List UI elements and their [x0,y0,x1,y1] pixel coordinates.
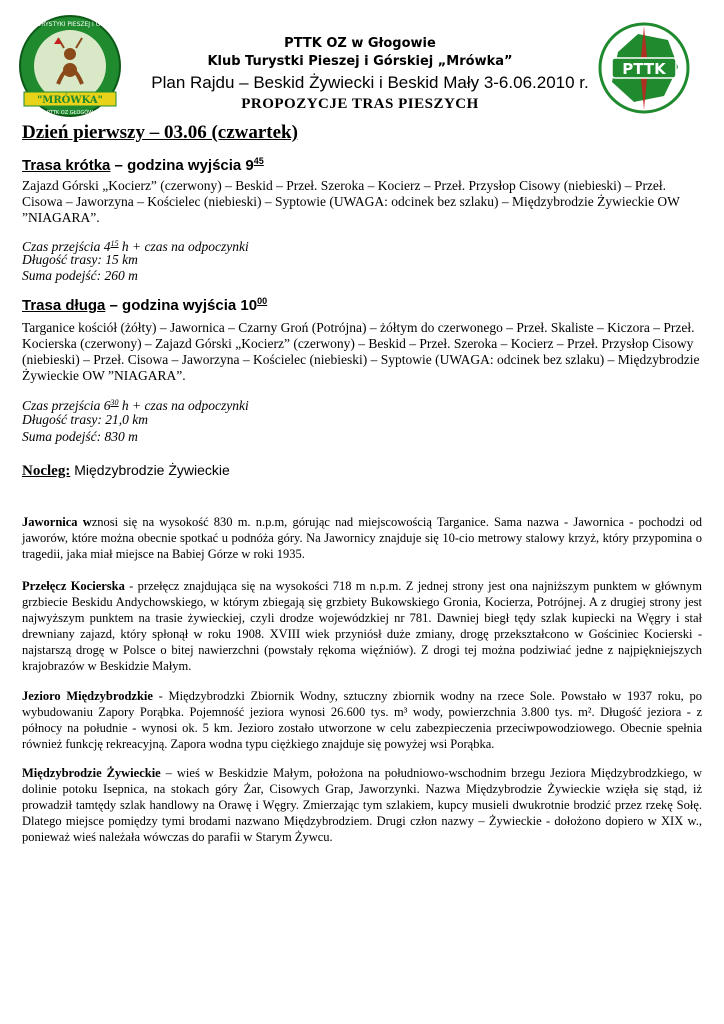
long-route-description: Targanice kościół (żółty) – Jawornica – Czarny Groń (Potrójna) – żółtym do czerwonego – Przeł. Skaliste – Kiczora – Przeł. Kocierska (czerwony) – Zajazd Górski „Kocierz” (czerwony) – Beskid – Przeł. Szeroka – Kocierz – Przeł. Przysłop Cisowy (niebieski) – Przeł. Cisowa – Jaworzyna – Kościelec (niebieski) – Syptowie (UWAGA: odcinek bez szlaku) – Międzybrodzie Żywieckie OW ”NIAGARA”. [22,320,700,383]
short-route-start: – godzina wyjścia 9 [110,157,254,174]
paragraph-jezioro [22,688,702,752]
paragraph-text: - Międzybrodzki Zbiornik Wodny, sztuczny zbiornik wodny na rzece Sole. Powstało w 1937 roku, po wybudowaniu Zapory Porąbka. Pojemność jeziora wynosi 26.600 tys. m³ wody, powierzchnia 3.800 tys. m². Długość jeziora - z północy na południe - wynosi ok. 5 km. Jezioro zostało utworzone w celu zabezpieczenia przeciwpowodziowego. Obecnie spełnia również funkcję rekreacyjną. Zapora wodna typu ciężkiego znajduje się powyżej wsi Porąbka. [22,689,702,751]
day-heading: Dzień pierwszy – 03.06 (czwartek) [22,122,298,143]
paragraph-text: – wieś w Beskidzie Małym, położona na południowo-wschodnim brzegu Jeziora Międzybrodzkiego, w dolinie potoku Isepnica, na stokach góry Żar, Cisowych Grap, Jaworzynki. Nazwa Międzybrodzie Żywieckie wzięła się stąd, iż prowadził tamtędy szlak handlowy na Orawę i Węgry. Zmierzając tym szlakiem, kupcy musieli dwukrotnie brodzić przez rzekę Sołę. Dlatego miejsce pomiędzy tymi brodami nazwano Międzybrodziem. Drugi człon nazwy – Żywieckie - dołożono dopiero w XIX w., ponieważ wieś należała wówczas do parafii w Starym Żywcu. [22,766,702,844]
paragraph-przelecz-kocierska [22,578,702,674]
pttk-logo [598,22,690,114]
pttk-logo-text: PTTK [622,60,666,78]
paragraph-text: znosi się na wysokość 830 m. n.p.m, górując nad miejscowością Targanice. Sama nazwa - Jawornica - pochodzi od jaworów, które można obecnie spotkać u podnóża góry. Na Jawornicy znajduje się 10-cio metrowy stalowy krzyż, który przypomina o tragedii, jaka miał miejsce na Babiej Górze w roki 1935. [22,515,702,561]
long-time-label: Czas przejścia 6 [22,398,111,413]
short-route-name: Trasa krótka [22,157,111,174]
paragraph-title: Międzybrodzie Żywieckie [22,766,161,780]
short-route-start-minutes: 45 [253,156,264,166]
paragraph-title: Przełęcz Kocierska [22,579,125,593]
page-title: Plan Rajdu – Beskid Żywiecki i Beskid Mały 3-6.06.2010 r. [151,73,589,92]
short-route-heading [22,156,264,174]
long-route-ascent: Suma podejść: 830 m [22,429,138,444]
header-line-2: Klub Turystki Pieszej i Górskiej „Mrówka” [207,54,513,69]
paragraph-title: Jawornica w [22,515,92,529]
accommodation-label: Nocleg: [22,463,71,479]
long-route-length: Długość trasy: 21,0 km [22,412,148,427]
paragraph-title: Jezioro Międzybrodzkie [22,689,153,703]
short-time-suffix: h + czas na odpoczynki [118,239,249,254]
logo-banner-text: "MRÓWKA" [37,95,103,106]
short-route-description: Zajazd Górski „Kocierz” (czerwony) – Beskid – Przeł. Szeroka – Kocierz – Przeł. Przysłop Cisowy (niebieski) – Przeł. Cisowa – Jaworzyna – Kościelec (niebieski) – Syptowie (UWAGA: odcinek bez szlaku) – Międzybrodzie Żywieckie OW ”NIAGARA”. [22,178,680,225]
paragraph-miedzybrodzie [22,765,702,845]
logo-bottom-text: PTTK OZ GŁOGÓW [46,110,94,116]
long-time-suffix: h + czas na odpoczynki [118,398,249,413]
short-time-minutes: 15 [110,239,119,248]
long-time-minutes: 30 [110,398,119,407]
long-route-start: – godzina wyjścia 10 [105,297,258,314]
long-route-start-minutes: 00 [257,296,268,306]
paragraph-jawornica [22,514,702,562]
long-route-heading [22,296,267,314]
header-subtitle: PROPOZYCJE TRAS PIESZYCH [241,96,479,112]
mrowka-logo [18,14,122,118]
short-time-label: Czas przejścia 4 [22,239,111,254]
header-line-1: PTTK OZ w Głogowie [284,36,436,51]
logo-arc-text: KLUB TURYSTYKI PIESZEJ I GÓRSKIEJ [18,21,122,28]
long-route-name: Trasa długa [22,297,106,314]
short-route-length: Długość trasy: 15 km [22,252,138,267]
short-route-ascent: Suma podejść: 260 m [22,268,138,283]
accommodation-place: Międzybrodzie Żywieckie [70,462,230,478]
paragraph-text: - przełęcz znajdująca się na wysokości 718 m n.p.m. Z jednej strony jest ona najniższym punktem w głównym grzbiecie Beskidu Andychowskiego, w którym zbiegają się grzbiety Bukowskiego Gronia, Kocierza, Potrójnej. A z drugiej strony jest najwyższym punktem na trasie żywieckiej, czyli drodze wojewódzkiej nr 781. Dawniej biegł tędy szlak kupiecki na Węgry i stał drewniany zajazd, który spłonął w roku 1908. XVIII wiek przyniósł duże zmiany, drogę przekształcono w Gościniec Kocierski - najstarszą drogę w Polsce o bitej nawierzchni (powstały rękoma więźniów). Z drogi tej można podziwiać jedne z najpiękniejszych krajobrazów w Beskidzie Małym. [22,579,702,673]
accommodation [22,462,230,480]
